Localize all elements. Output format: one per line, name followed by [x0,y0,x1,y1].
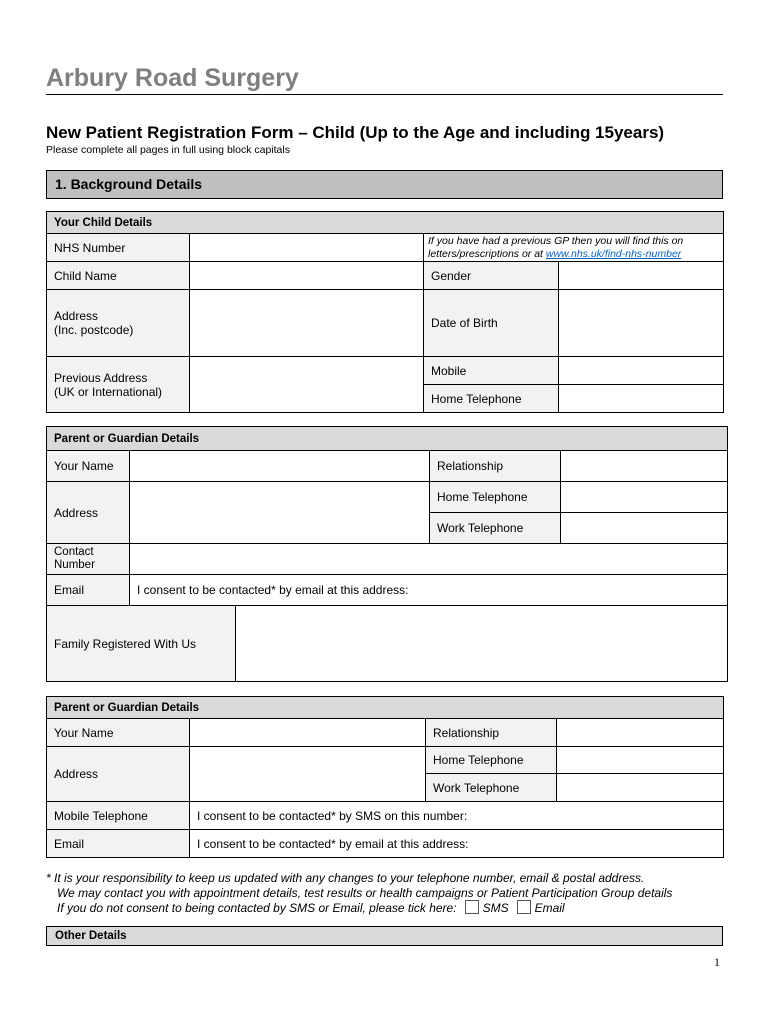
contact-label-line2: Number [54,559,95,571]
guardian2-email-field[interactable]: I consent to be contacted* by email at this address: [190,830,724,858]
email-opt-out-checkbox[interactable] [517,900,531,914]
guardian2-mobile-label: Mobile Telephone [47,802,190,830]
guardian2-table [46,696,724,858]
nhs-number-note [424,234,724,262]
address-label-line2: (Inc. postcode) [54,323,134,337]
guardian2-email-label: Email [47,830,190,858]
guardian1-home-telephone-label: Home Telephone [430,482,561,513]
guardian1-contact-label [47,544,130,575]
guardian1-name-label: Your Name [47,451,130,482]
surgery-name: Arbury Road Surgery [46,64,299,92]
nhs-number-field[interactable] [190,234,424,262]
footnote-line3-text: If you do not consent to being contacted by SMS or Email, please tick here: [57,901,457,916]
consent-footnote [46,871,672,916]
guardian2-relationship-field[interactable] [557,719,724,747]
mobile-label: Mobile [424,357,559,385]
guardian1-address-field[interactable] [130,482,430,544]
email-option-label: Email [534,901,565,916]
guardian1-relationship-label: Relationship [430,451,561,482]
other-details-heading: Other Details [46,926,723,946]
guardian2-home-telephone-label: Home Telephone [426,747,557,774]
home-telephone-field[interactable] [559,385,724,413]
previous-address-line2: (UK or International) [54,384,163,399]
child-name-label: Child Name [47,262,190,290]
guardian1-work-telephone-label: Work Telephone [430,513,561,544]
guardian1-email-label: Email [47,575,130,606]
home-telephone-label: Home Telephone [424,385,559,413]
guardian1-work-telephone-field[interactable] [561,513,728,544]
guardian2-mobile-field[interactable]: I consent to be contacted* by SMS on this number: [190,802,724,830]
guardian1-address-label: Address [47,482,130,544]
address-label [47,290,190,357]
footnote-line2: We may contact you with appointment details, test results or health campaigns or Patient Participation Group details [57,885,673,900]
guardian2-work-telephone-field[interactable] [557,774,724,802]
sms-option-label: SMS [482,901,509,916]
guardian2-address-field[interactable] [190,747,426,802]
previous-address-label [47,357,190,413]
footnote-line1: * It is your responsibility to keep us updated with any changes to your telephone number, email & postal address. [46,871,645,885]
gender-field[interactable] [559,262,724,290]
guardian2-heading: Parent or Guardian Details [47,697,724,719]
form-instruction: Please complete all pages in full using block capitals [46,144,290,156]
guardian2-work-telephone-label: Work Telephone [426,774,557,802]
previous-address-line1: Previous Address [54,370,148,385]
guardian2-name-field[interactable] [190,719,426,747]
guardian1-home-telephone-field[interactable] [561,482,728,513]
mobile-field[interactable] [559,357,724,385]
gender-label: Gender [424,262,559,290]
page-number: 1 [714,955,720,969]
nhs-number-link[interactable]: www.nhs.uk/find-nhs-number [545,247,682,260]
section-heading: 1. Background Details [46,170,723,199]
header-rule [46,94,723,95]
dob-field[interactable] [559,290,724,357]
guardian1-name-field[interactable] [130,451,430,482]
guardian2-home-telephone-field[interactable] [557,747,724,774]
dob-label: Date of Birth [424,290,559,357]
guardian1-relationship-field[interactable] [561,451,728,482]
child-name-field[interactable] [190,262,424,290]
address-field[interactable] [190,290,424,357]
child-details-table [46,211,724,413]
guardian1-table [46,426,728,682]
contact-label-line1: Contact [54,546,94,558]
family-registered-label: Family Registered With Us [47,606,236,682]
guardian2-name-label: Your Name [47,719,190,747]
guardian1-email-field[interactable]: I consent to be contacted* by email at this address: [130,575,728,606]
sms-opt-out-checkbox[interactable] [465,900,479,914]
footnote-line3 [46,900,672,916]
guardian2-address-label: Address [47,747,190,802]
child-details-heading: Your Child Details [47,212,724,234]
guardian2-relationship-label: Relationship [426,719,557,747]
address-label-line1: Address [54,309,99,323]
nhs-number-label: NHS Number [47,234,190,262]
guardian1-contact-field[interactable] [130,544,728,575]
form-title: New Patient Registration Form – Child (Up to the Age and including 15years) [46,123,665,142]
nhs-note-text: If you have had a previous GP then you will find this on letters/prescriptions or at [428,234,684,260]
family-registered-field[interactable] [236,606,728,682]
previous-address-field[interactable] [190,357,424,413]
guardian1-heading: Parent or Guardian Details [47,427,728,451]
